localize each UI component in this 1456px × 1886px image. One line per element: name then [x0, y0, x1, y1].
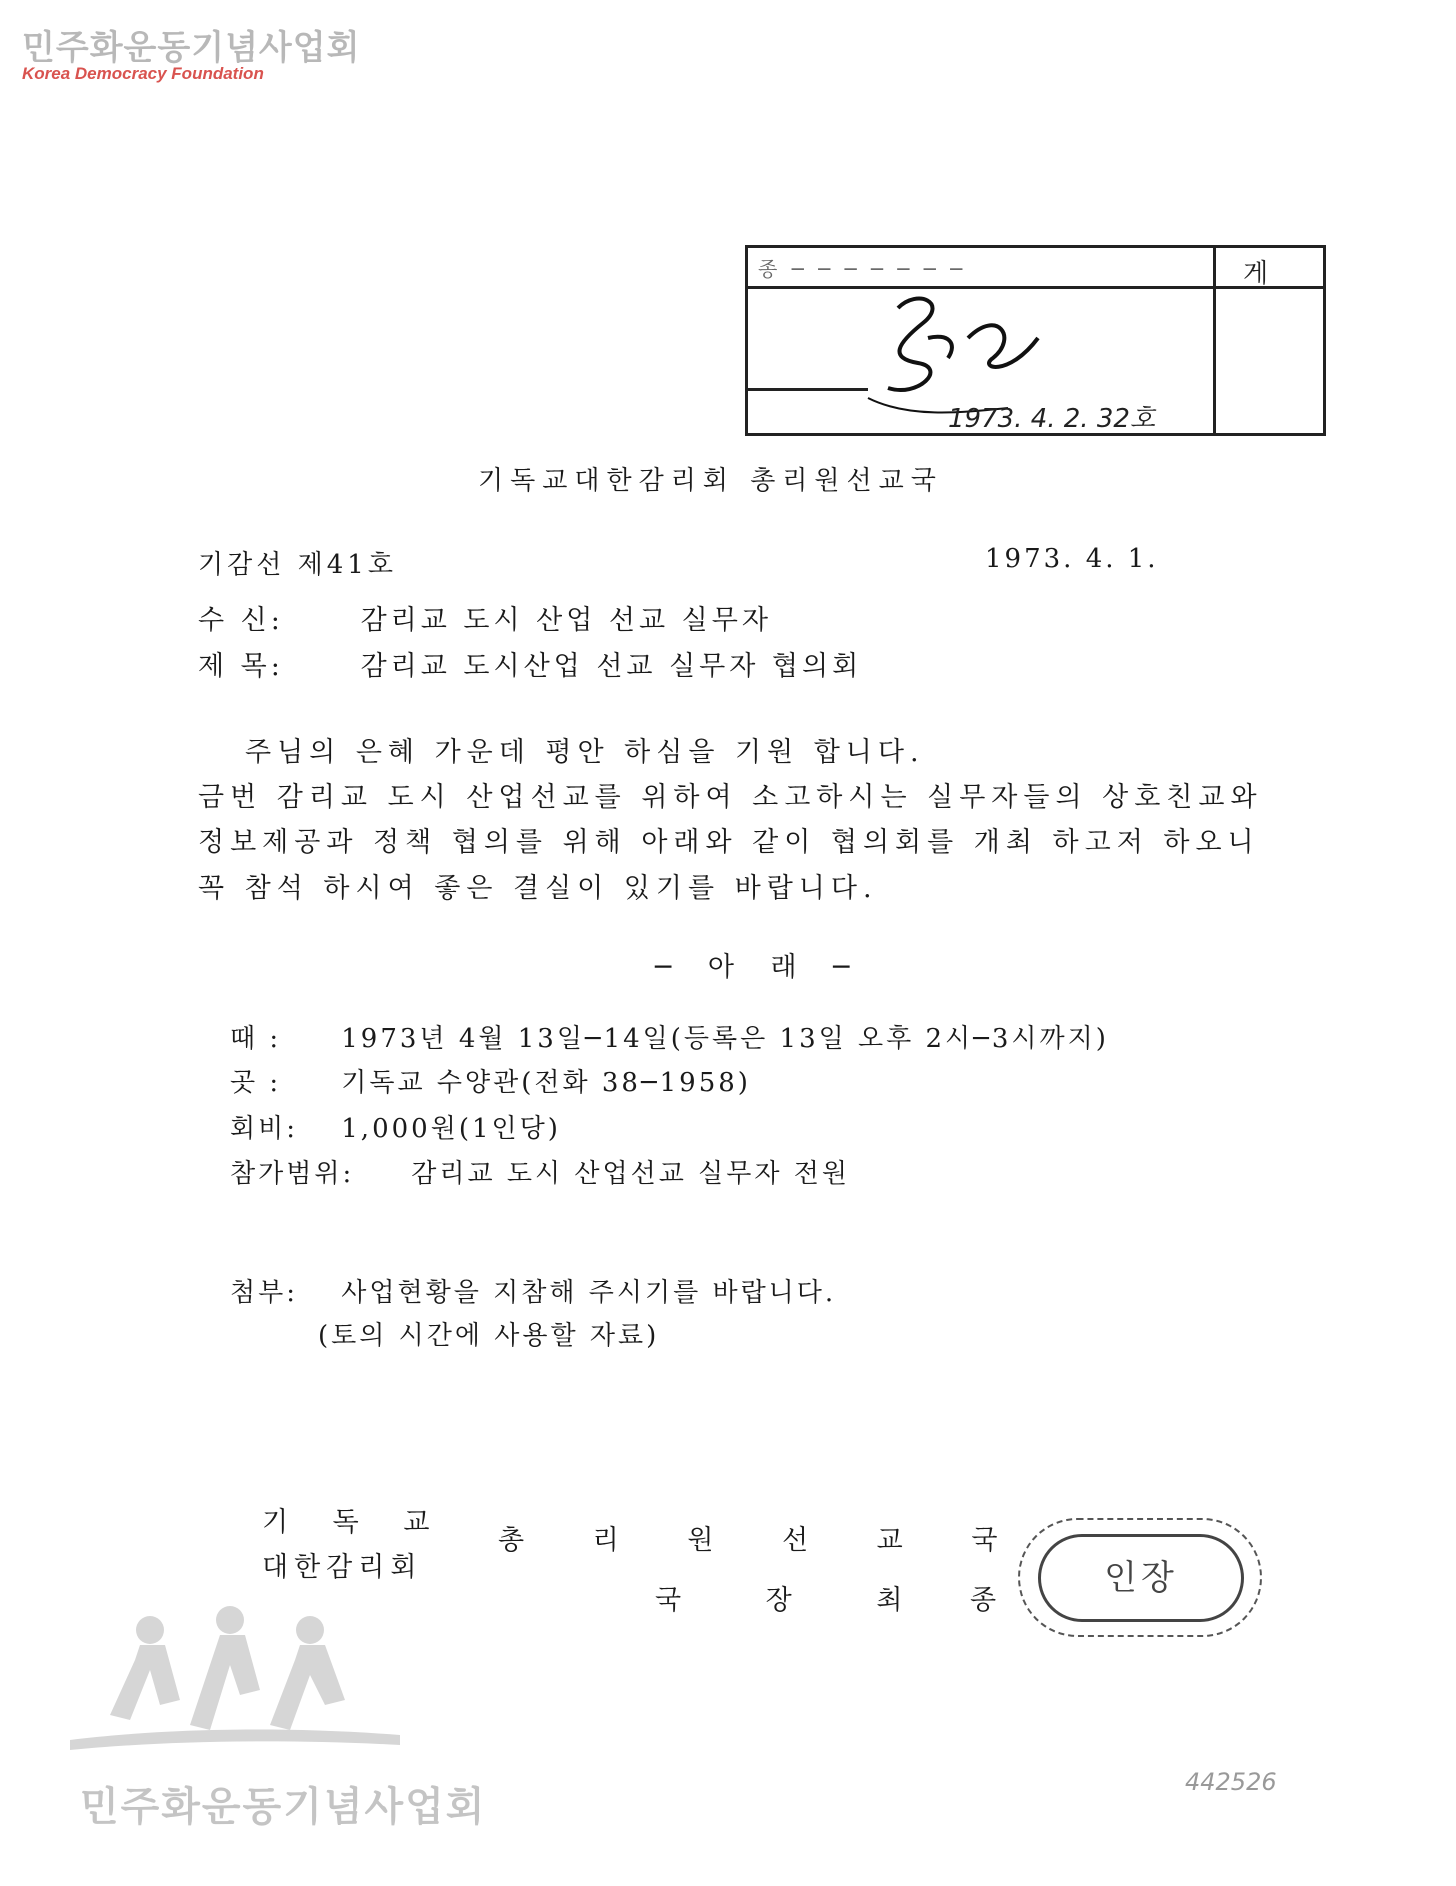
official-seal	[1018, 1518, 1262, 1637]
detail-fee-value: 1,000원(1인당)	[341, 1114, 561, 1144]
recipient-value: 감리교 도시 산업 선교 실무자	[360, 605, 772, 636]
attachment-text: 사업현황을 지참해 주시기를 바랍니다.	[341, 1278, 837, 1308]
attachment-label: 첨부:	[230, 1278, 298, 1308]
detail-place-value: 기독교 수양관(전화 38─1958)	[341, 1068, 751, 1098]
detail-fee-label: 회비:	[230, 1114, 298, 1144]
watermark-english-top: Korea Democracy Foundation	[22, 64, 264, 83]
detail-place	[230, 1062, 751, 1099]
stamp-date: 1973. 4. 2. 32호	[948, 404, 1156, 434]
body-line-1: 주님의 은혜 가운데 평안 하심을 기원 합니다.	[245, 737, 925, 768]
recipient-label: 수 신:	[198, 605, 284, 636]
attachment-note: (토의 시간에 사용할 자료)	[318, 1321, 660, 1351]
sender-org-line-1: 기 독 교	[262, 1507, 448, 1538]
stamp-right-text: 게	[1243, 259, 1269, 289]
detail-scope	[230, 1153, 850, 1190]
attachment-row	[230, 1272, 836, 1309]
document-date: 1973. 4. 1.	[985, 544, 1159, 574]
sender-title: 국 장 최	[655, 1585, 941, 1616]
seal-text: 인장	[1038, 1534, 1244, 1622]
detail-time-label: 때 :	[230, 1024, 282, 1054]
body-line-3: 정보제공과 정책 협의를 위해 아래와 같이 협의회를 개최 하고저 하오니	[198, 827, 1260, 858]
body-line-4: 꼭 참석 하시여 좋은 결실이 있기를 바랍니다.	[198, 873, 878, 904]
subject-value: 감리교 도시산업 선교 실무자 협의회	[360, 651, 863, 682]
sender-name-tail: 종	[970, 1585, 1015, 1616]
watermark-korean-bottom: 민주화운동기념사업회	[80, 1784, 487, 1830]
detail-time	[230, 1018, 1109, 1055]
watermark-korean-top: 민주화운동기념사업회	[22, 28, 361, 68]
subject-row	[198, 644, 862, 683]
sender-org-line-2: 대한감리회	[262, 1552, 423, 1583]
detail-place-label: 곳 :	[230, 1068, 282, 1098]
detail-time-value: 1973년 4월 13일─14일(등록은 13일 오후 2시─3시까지)	[341, 1024, 1109, 1054]
document-number: 기감선 제41호	[198, 550, 397, 580]
archive-number: 442526	[1185, 1768, 1277, 1796]
stamp-header-text: 종 ─ ─ ─ ─ ─ ─ ─	[758, 257, 967, 281]
recipient-row	[198, 598, 772, 637]
detail-scope-label: 참가범위:	[230, 1159, 355, 1189]
receipt-stamp	[745, 245, 1326, 436]
detail-scope-value: 감리교 도시 산업선교 실무자 전원	[411, 1159, 850, 1189]
sender-department: 총 리 원 선 교 국	[498, 1525, 1028, 1556]
org-heading: 기독교대한감리회 총리원선교국	[478, 466, 943, 496]
detail-fee	[230, 1108, 561, 1145]
below-marker: ─ 아 래 ─	[655, 952, 864, 983]
body-line-2: 금번 감리교 도시 산업선교를 위하여 소고하시는 실무자들의 상호친교와	[198, 782, 1263, 813]
watermark-figures-logo	[70, 1590, 410, 1770]
subject-label: 제 목:	[198, 651, 284, 682]
